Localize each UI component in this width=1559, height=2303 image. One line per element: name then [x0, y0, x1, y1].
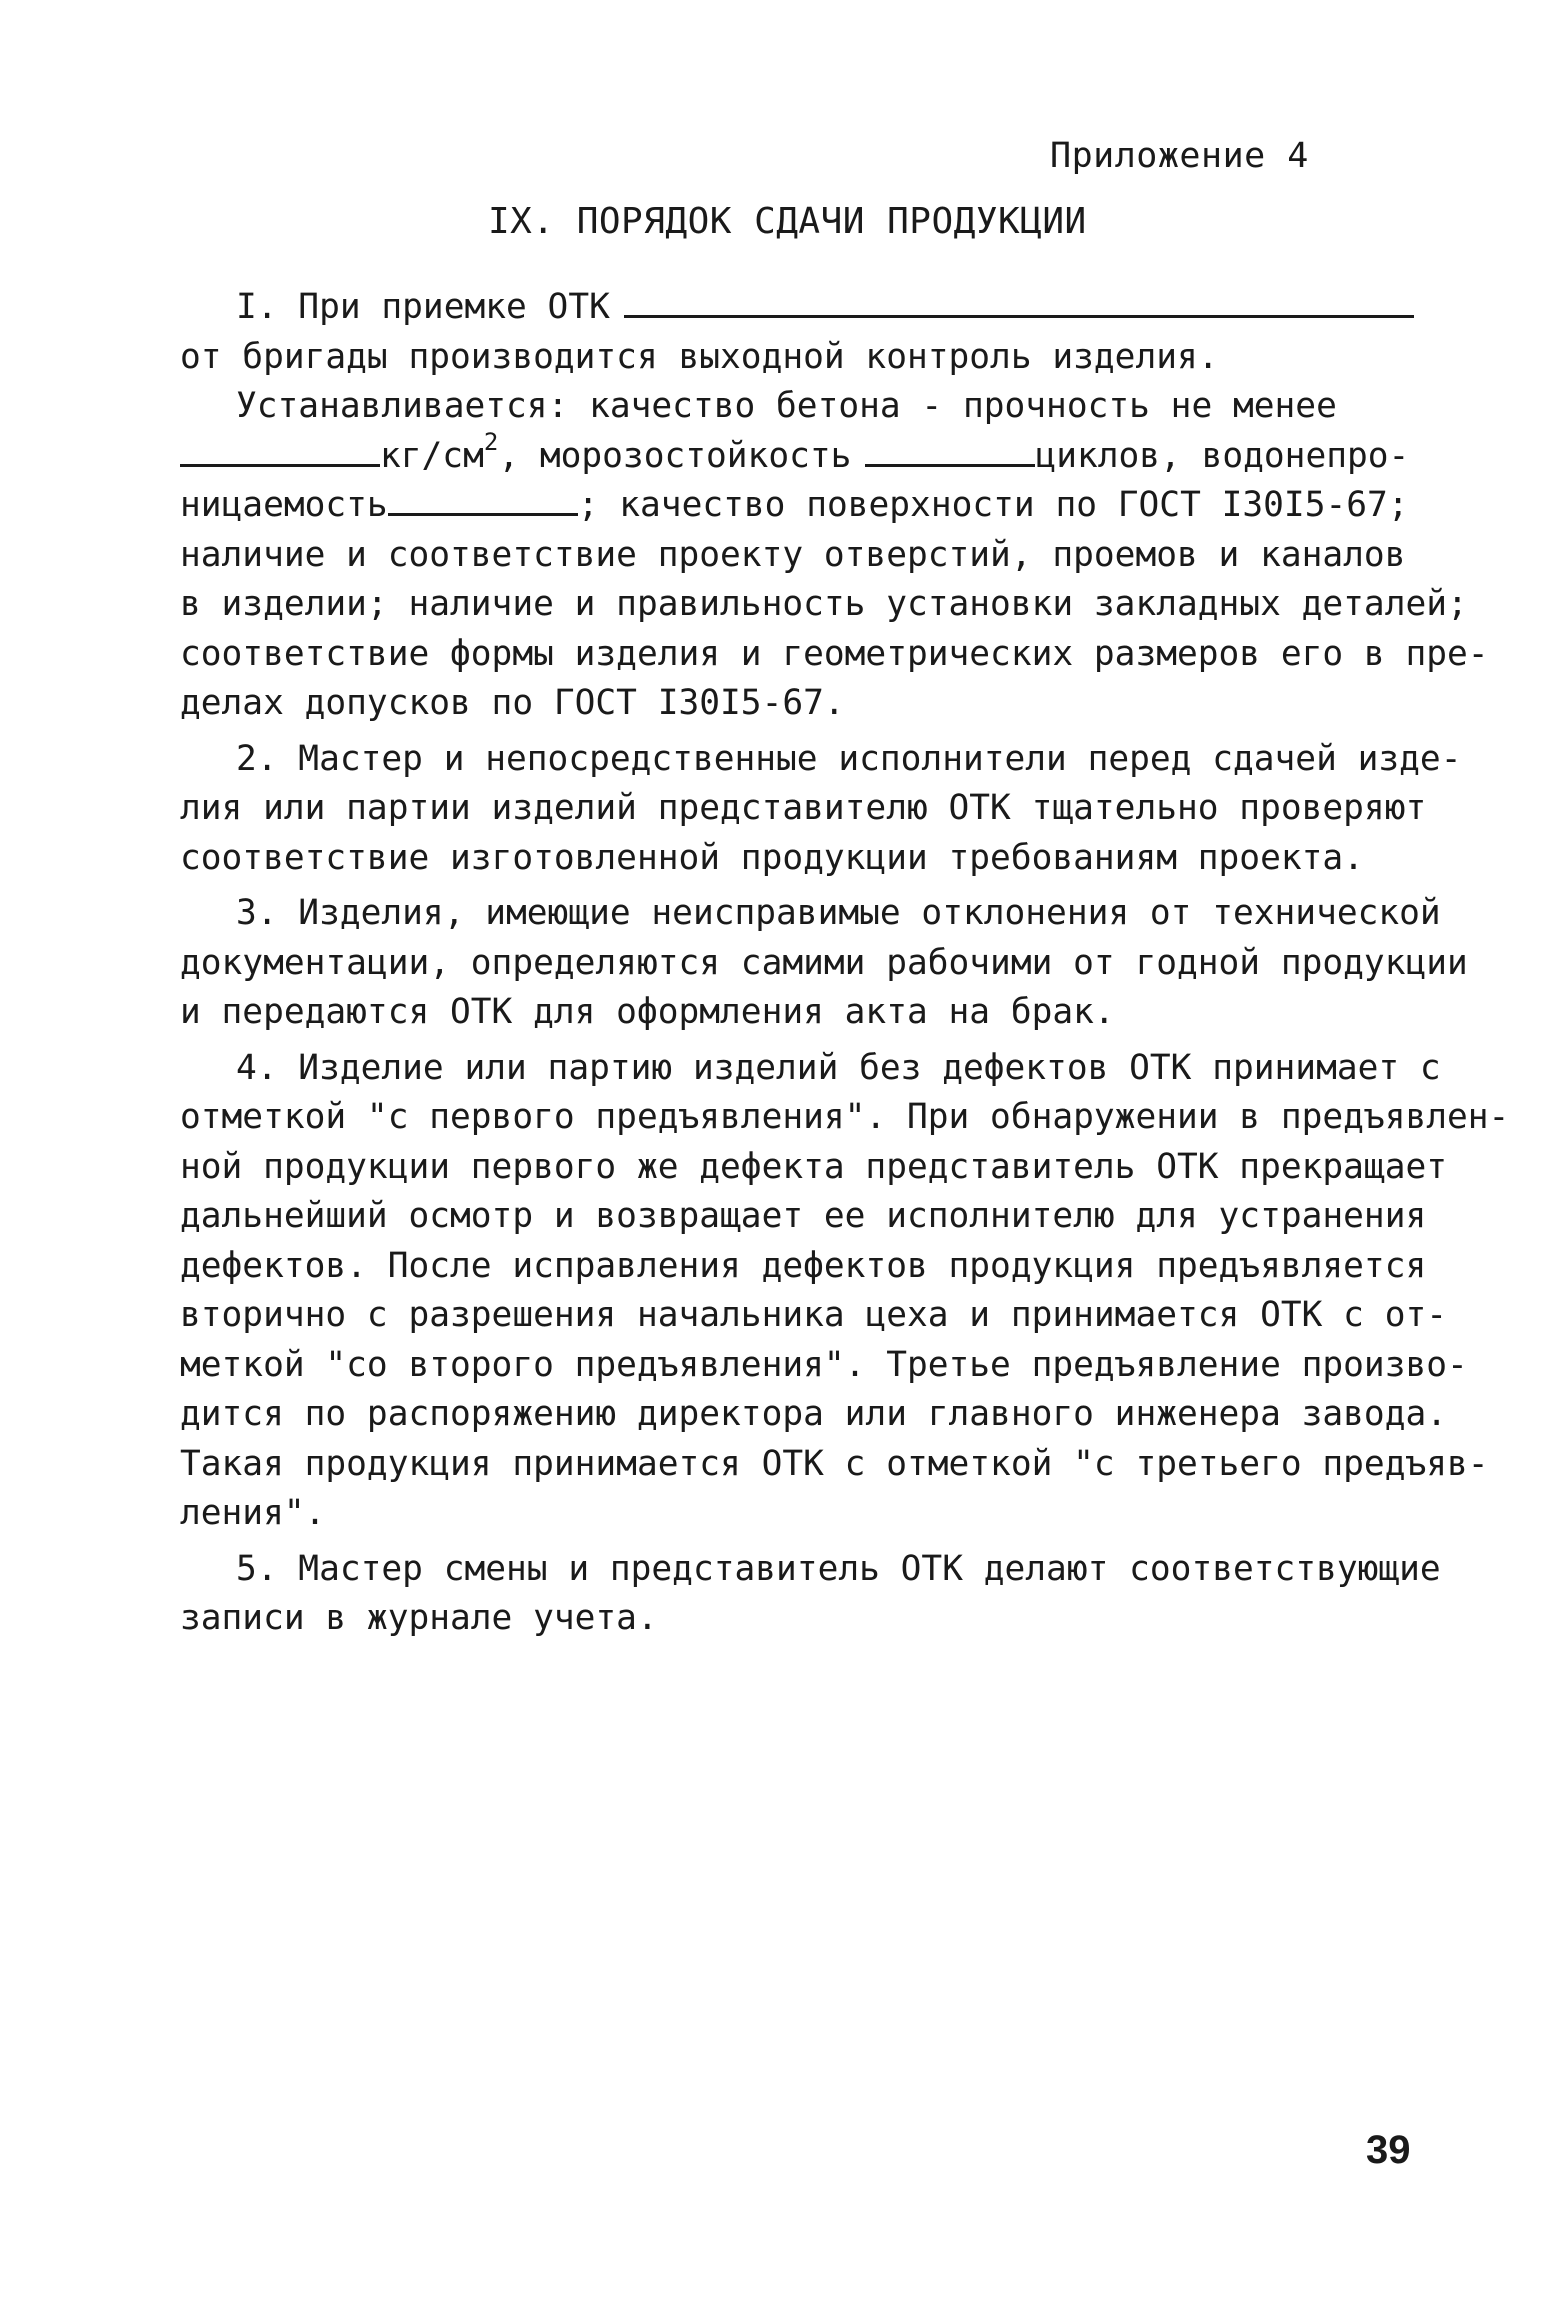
text-line: 5. Мастер смены и представитель ОТК делают соответствующие [236, 1548, 1441, 1589]
text-line: 3. Изделия, имеющие неисправимые отклонения от технической [236, 893, 1441, 933]
text-line: дится по распоряжению директора или главного инженера завода. [180, 1394, 1448, 1434]
text-line: меткой "со второго предъявления". Третье предъявление произво- [180, 1344, 1468, 1385]
text-line: делах допусков по ГОСТ I30I5-67. [180, 683, 845, 723]
text-line: 4. Изделие или партию изделий без дефектов ОТК принимает с [236, 1047, 1441, 1088]
text-line: записи в журнале учета. [180, 1598, 658, 1638]
text-line: в изделии; наличие и правильность установки закладных деталей; [180, 584, 1468, 624]
text-line: вторично с разрешения начальника цеха и принимается ОТК с от- [180, 1295, 1448, 1335]
text-line: дальнейший осмотр и возвращает ее исполнителю для устранения [180, 1196, 1427, 1236]
text-line: ления". [180, 1493, 326, 1533]
paragraph-1 [180, 283, 1489, 729]
text-line: соответствие изготовленной продукции требованиям проекта. [180, 837, 1364, 878]
paragraph-4 [180, 1044, 1510, 1539]
text-line: дефектов. После исправления дефектов продукция предъявляется [180, 1245, 1427, 1286]
fill-in-blank [388, 483, 578, 516]
text-line: документации, определяются самими рабочими от годной продукции [180, 942, 1468, 983]
fill-in-blank [865, 434, 1035, 467]
text-line: отметкой "с первого предъявления". При обнаружении в предъявлен- [180, 1097, 1510, 1137]
paragraph-3 [180, 889, 1468, 1038]
fill-in-blank [624, 285, 1414, 318]
text-line: ной продукции первого же дефекта представитель ОТК прекращает [180, 1146, 1448, 1187]
page-number: 39 [1366, 2128, 1411, 2172]
text-line: Такая продукция принимается ОТК с отметкой "с третьего предъяв- [180, 1443, 1489, 1484]
section-title: IX. ПОРЯДОК СДАЧИ ПРОДУКЦИИ [488, 201, 1087, 242]
text-line: Устанавливается: качество бетона - прочность не менее [236, 386, 1337, 426]
text-line: от бригады производится выходной контроль изделия. [180, 336, 1219, 377]
fill-in-blank [180, 434, 380, 467]
text-line: и передаются ОТК для оформления акта на брак. [180, 992, 1115, 1032]
paragraph-5 [180, 1545, 1450, 1644]
text-line: соответствие формы изделия и геометрических размеров его в пре- [180, 633, 1489, 674]
text-line: лия или партии изделий представителю ОТК тщательно проверяют [180, 788, 1427, 828]
text-line: $кг/см^2$, морозостойкость циклов, водонепро- [180, 432, 1450, 482]
text-line: I. При приемке ОТК [180, 283, 1450, 333]
appendix-label: Приложение 4 [1050, 136, 1309, 176]
paragraph-2 [180, 735, 1462, 884]
text-line: наличие и соответствие проекту отверстий, проемов и каналов [180, 534, 1406, 575]
text-line: ницаемость ; качество поверхности по ГОСТ I30I5-67; [180, 485, 1409, 525]
text-line: 2. Мастер и непосредственные исполнители перед сдачей изде- [236, 738, 1462, 779]
document-body [180, 283, 1510, 1644]
